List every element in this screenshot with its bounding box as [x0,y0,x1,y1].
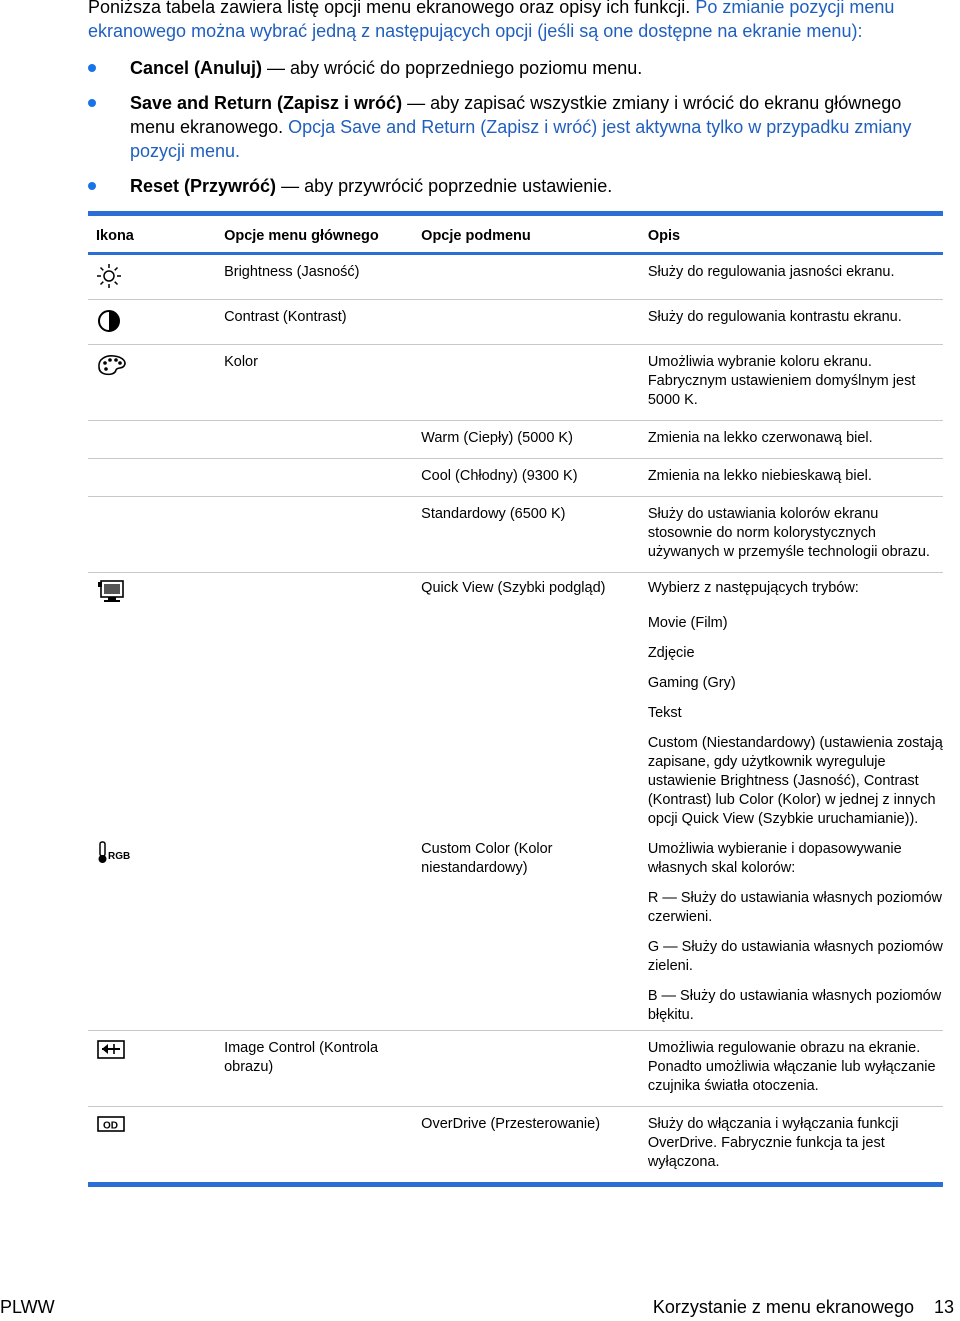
bullet-item-cancel: Cancel (Anuluj) — aby wrócić do poprzedniego poziomu menu. [88,56,948,80]
sub-option [413,300,640,345]
options-bullet-list [88,56,948,209]
image-control-icon [96,1039,216,1061]
option-description: G — Służy do ustawiania własnych poziomów zieleni. [647,939,943,974]
bullet-dot [88,182,96,190]
bullet-item-reset: Reset (Przywróć) — aby przywrócić poprzednie ustawienie. [88,174,948,198]
sub-option [413,345,640,421]
option-description: Zmienia na lekko czerwonawą biel. [640,421,943,459]
sub-option [413,1031,640,1107]
overdrive-icon [96,1115,216,1133]
option-description: Umożliwia regulowanie obrazu na ekranie. Ponadto umożliwia włączanie lub wyłączanie czujnika światła otoczenia. [640,1031,943,1107]
option-description: Służy do regulowania jasności ekranu. [640,254,943,300]
main-option: Contrast (Kontrast) [216,300,413,345]
intro-text-a: Poniższa tabela zawiera listę opcji menu ekranowego oraz opisy ich funkcji. [88,0,696,17]
main-option: Image Control (Kontrola obrazu) [216,1031,413,1107]
bullet-dot [88,64,96,72]
table-row [88,300,943,345]
bullet-item-save-return: Save and Return (Zapisz i wróć) — aby zapisać wszystkie zmiany i wrócić do ekranu głównego menu ekranowego. Opcja Save and Return (Zapisz i wróć) jest aktywna tylko w przypadku zmiany pozycji menu. [88,91,948,163]
table-row [88,698,943,728]
option-description: Movie (Film) [647,615,728,631]
option-description: Gaming (Gry) [647,675,736,691]
rgb-icon-label: RGB [108,851,131,862]
custom-rgb-icon [96,840,216,866]
option-description: B — Służy do ustawiania własnych poziomów błękitu. [640,981,943,1031]
sub-option [413,254,640,300]
contrast-icon [96,308,216,334]
intro-paragraph [88,0,953,43]
osd-menu-table [88,211,943,1187]
header-icon: Ikona [88,214,216,254]
option-description: Umożliwia wybranie koloru ekranu. Fabrycznym ustawieniem domyślnym jest 5000 K. [640,345,943,421]
option-description: Służy do włączania i wyłączania funkcji OverDrive. Fabrycznie funkcja ta jest wyłączona. [640,1107,943,1185]
sub-option: Cool (Chłodny) (9300 K) [413,459,640,497]
option-description: Custom (Niestandardowy) (ustawienia zostają zapisane, gdy użytkownik wyreguluje ustawienie Brightness (Jasność), Contrast (Kontrast) lub Color (Kolor) w jednej z innych opcji Quick View (Szybkie uruchamianie)). [647,735,943,827]
sub-option: Warm (Ciepły) (5000 K) [413,421,640,459]
option-description: Zdjęcie [647,645,695,661]
bullet-dot [88,99,96,107]
main-option: Brightness (Jasność) [216,254,413,300]
sub-option: Custom Color (Kolor niestandardowy) [421,841,553,876]
main-option: Kolor [216,345,413,421]
table-row [88,573,943,609]
option-description: R — Służy do ustawiania własnych poziomów czerwieni. [647,890,942,925]
table-row [88,981,943,1031]
footer-doc-code: PLWW [0,1297,55,1317]
table-row [88,421,943,459]
option-description: Służy do regulowania kontrastu ekranu. [640,300,943,345]
intro-text-b: Po zmianie pozycji menu ekranowego można wybrać jedną z następujących opcji (jeśli są one dostępne na ekranie menu): [88,0,895,41]
header-description: Opis [640,214,943,254]
brightness-icon [96,263,216,289]
table-row [88,608,943,638]
option-description: Umożliwia wybieranie i dopasowywanie własnych skal kolorów: [647,841,902,876]
footer-section-page: Korzystanie z menu ekranowego 13 [652,1297,954,1317]
table-row [88,497,943,573]
table-row [88,1107,943,1185]
color-palette-icon [96,353,216,377]
table-row [88,834,943,883]
table-row [88,459,943,497]
table-row [88,1031,943,1107]
sub-option: Standardowy (6500 K) [413,497,640,573]
option-description: Służy do ustawiania kolorów ekranu stosownie do norm kolorystycznych używanych w przemyśle technologii obrazu. [640,497,943,573]
option-description: Zmienia na lekko niebieskawą biel. [640,459,943,497]
table-row [88,883,943,932]
table-row [88,345,943,421]
sub-option: Quick View (Szybki podgląd) [421,580,606,596]
quick-view-icon [96,579,216,603]
table-row [88,668,943,698]
table-row [88,932,943,981]
option-description: Tekst [647,705,682,721]
table-row [88,638,943,668]
table-row [88,728,943,834]
od-icon-label: OD [103,1120,118,1132]
option-description: Wybierz z następujących trybów: [647,580,859,596]
sub-option: OverDrive (Przesterowanie) [413,1107,640,1185]
header-submenu: Opcje podmenu [413,214,640,254]
table-row [88,254,943,300]
header-main-menu: Opcje menu głównego [216,214,413,254]
